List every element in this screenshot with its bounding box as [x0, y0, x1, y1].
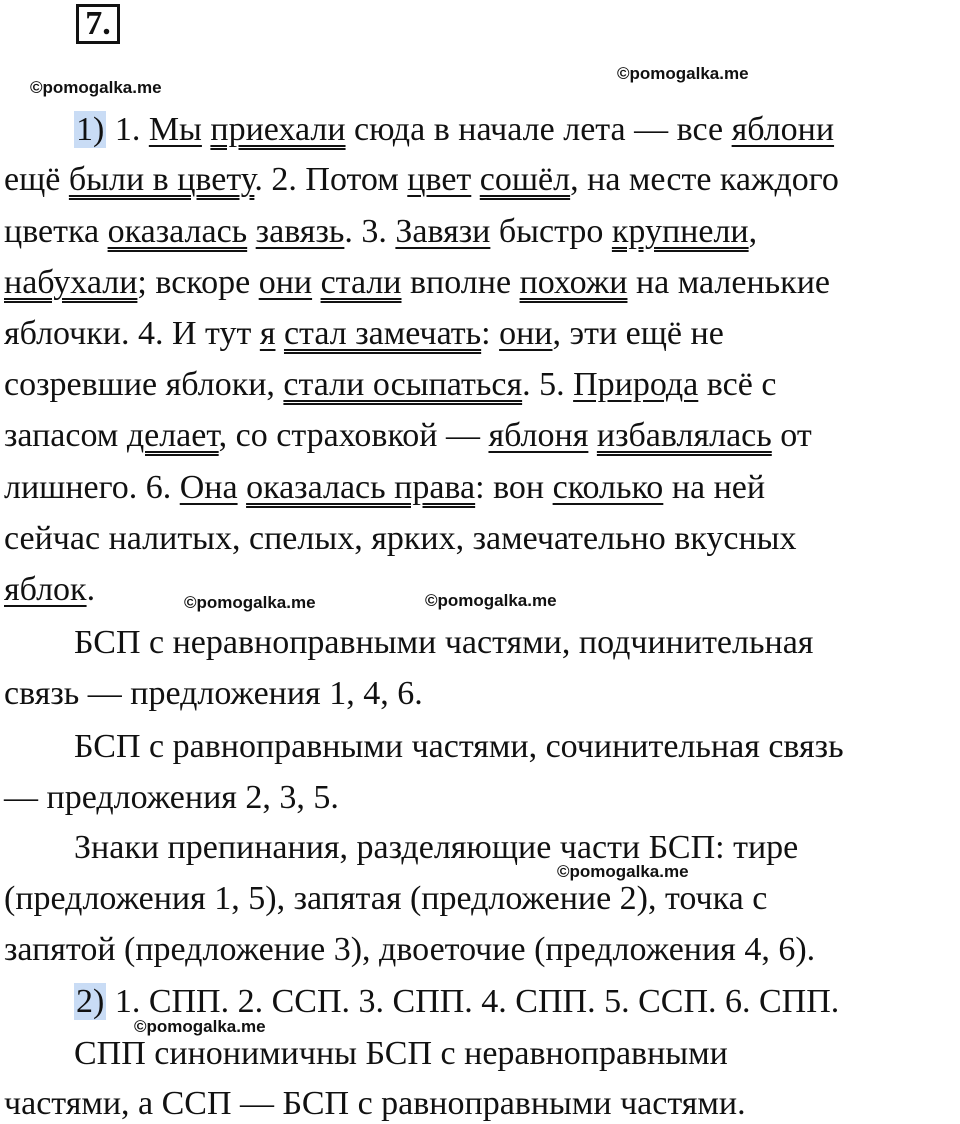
- predicate: крупнели: [611, 213, 749, 250]
- predicate: стали: [320, 264, 402, 301]
- text: сюда в начале лета — все: [345, 111, 732, 148]
- text: [312, 264, 321, 301]
- text: ,: [748, 213, 758, 250]
- watermark: ©pomogalka.me: [557, 862, 689, 881]
- text-line: [4, 570, 95, 610]
- part-1-label: 1): [76, 111, 105, 148]
- subject: Природа: [573, 366, 699, 403]
- text-line: связь — предложения 1, 4, 6.: [4, 675, 423, 712]
- text: [238, 469, 247, 506]
- text-line: СПП синонимичны БСП с неравноправными: [74, 1035, 728, 1072]
- text-line: [4, 365, 776, 405]
- text: :: [481, 315, 500, 352]
- text: , эти ещё не: [552, 315, 724, 352]
- predicate: стал замечать: [283, 315, 482, 352]
- text-line: (предложения 1, 5), запятая (предложение 2), точка с: [4, 880, 768, 917]
- task-number: 7.: [76, 4, 120, 44]
- predicate: сошёл: [479, 161, 571, 198]
- text-line: [4, 314, 724, 354]
- text: , на месте каждого: [570, 161, 839, 198]
- predicate: стали осыпаться: [283, 366, 523, 403]
- predicate: приехали: [210, 111, 346, 148]
- text-line: [74, 982, 839, 1022]
- text-line: [4, 263, 830, 303]
- text: 1.: [114, 111, 149, 148]
- subject: яблони: [731, 111, 835, 148]
- text: [275, 315, 284, 352]
- text: быстро: [490, 213, 612, 250]
- text-line: [4, 160, 839, 200]
- subject: завязь: [255, 213, 345, 250]
- text: [247, 213, 256, 250]
- text: от: [771, 417, 812, 454]
- watermark: ©pomogalka.me: [30, 78, 162, 97]
- text: цветка: [4, 213, 108, 250]
- text: ; вскоре: [137, 264, 259, 301]
- text-line: — предложения 2, 3, 5.: [4, 779, 339, 816]
- text-line: запятой (предложение 3), двоеточие (предложения 4, 6).: [4, 931, 816, 968]
- subject: яблок: [4, 571, 87, 608]
- text-line: [4, 416, 812, 456]
- text-line: сейчас налитых, спелых, ярких, замечательно вкусных: [4, 520, 797, 557]
- predicate: были в цвету: [68, 161, 255, 198]
- watermark: ©pomogalka.me: [425, 591, 557, 610]
- text: ещё: [4, 161, 69, 198]
- predicate: избавлялась: [596, 417, 772, 454]
- text: : вон: [475, 469, 553, 506]
- text-line: Знаки препинания, разделяющие части БСП: тире: [74, 829, 799, 866]
- text: всё с: [698, 366, 777, 403]
- text: на маленькие: [627, 264, 830, 301]
- watermark: ©pomogalka.me: [134, 1017, 266, 1036]
- text-line: [74, 110, 834, 150]
- text-line: [4, 212, 757, 252]
- text: [471, 161, 480, 198]
- text: .: [86, 571, 96, 608]
- text: запасом: [4, 417, 127, 454]
- text: созревшие яблоки,: [4, 366, 284, 403]
- predicate: делает: [126, 417, 219, 454]
- text-line: БСП с равноправными частями, сочинительная связь: [74, 728, 844, 765]
- subject: они: [258, 264, 313, 301]
- part-2-label: 2): [76, 983, 105, 1020]
- subject: яблоня: [488, 417, 589, 454]
- text-line: [4, 468, 765, 508]
- text: . 5.: [522, 366, 574, 403]
- text: . 2. Потом: [254, 161, 408, 198]
- subject: Завязи: [395, 213, 491, 250]
- subject: Мы: [148, 111, 202, 148]
- predicate: набухали: [4, 264, 138, 301]
- text: вполне: [401, 264, 520, 301]
- subject: я: [259, 315, 276, 352]
- watermark: ©pomogalka.me: [184, 593, 316, 612]
- subject: цвет: [407, 161, 472, 198]
- text: лишнего. 6.: [4, 469, 180, 506]
- text: на ней: [663, 469, 766, 506]
- watermark: ©pomogalka.me: [617, 64, 749, 83]
- subject: сколько: [552, 469, 664, 506]
- text-line: БСП с неравноправными частями, подчинительная: [74, 624, 814, 661]
- text: яблочки. 4. И тут: [4, 315, 260, 352]
- predicate: похожи: [519, 264, 628, 301]
- subject: они: [499, 315, 553, 352]
- predicate: оказалась: [107, 213, 248, 250]
- text: . 3.: [344, 213, 396, 250]
- subject: Она: [179, 469, 238, 506]
- text: [588, 417, 597, 454]
- text: , со страховкой —: [218, 417, 489, 454]
- text: 1. СПП. 2. ССП. 3. СПП. 4. СПП. 5. ССП. 6. СПП.: [106, 983, 840, 1020]
- predicate: оказалась права: [246, 469, 476, 506]
- text-line: частями, а ССП — БСП с равноправными частями.: [4, 1085, 746, 1122]
